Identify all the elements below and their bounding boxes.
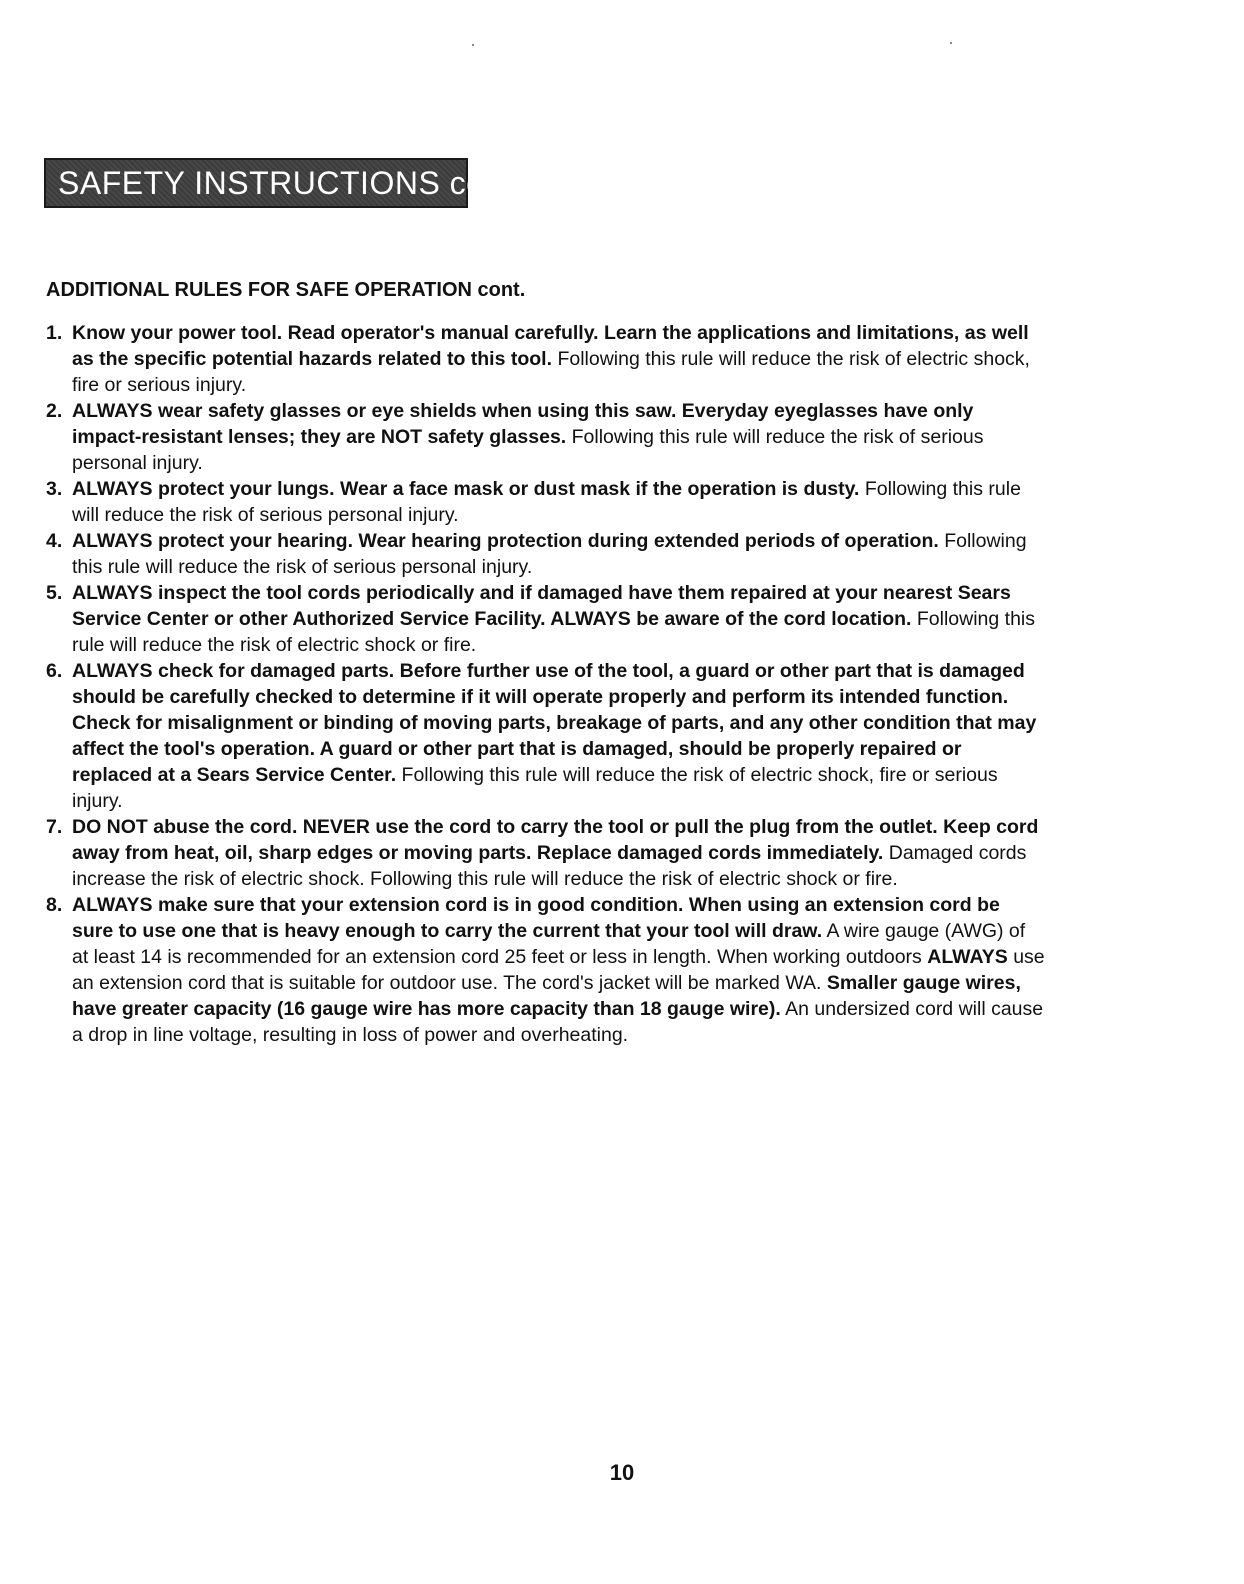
rule-text	[72, 816, 1038, 890]
rule-normal-text: use an extension cord that is suitable for outdoor use. The cord's jacket will be marked WA.	[72, 946, 1045, 994]
rule-text	[72, 400, 983, 474]
rule-item	[46, 398, 1046, 476]
rule-number: 1.	[46, 322, 63, 344]
rule-item	[46, 476, 1046, 528]
rule-number: 3.	[46, 478, 63, 500]
rule-item	[46, 658, 1046, 814]
rule-number: 5.	[46, 582, 63, 604]
rule-normal-text: Following this rule will reduce the risk of electric shock or fire.	[72, 608, 1036, 656]
rule-normal-text: Damaged cords increase the risk of electric shock. Following this rule will reduce the risk of electric shock or fire.	[72, 842, 1027, 890]
section-banner	[44, 158, 522, 208]
scan-speck	[950, 42, 952, 44]
rule-bold-text: Know your power tool. Read operator's manual carefully. Learn the applications and limitations, as well as the specific potential hazards related to this tool.	[72, 322, 1029, 370]
rule-number: 8.	[46, 894, 63, 916]
rule-item	[46, 320, 1046, 398]
rule-number: 6.	[46, 660, 63, 682]
scan-speck	[472, 44, 474, 46]
rule-bold-text: ALWAYS wear safety glasses or eye shields when using this saw. Everyday eyeglasses have only impact-resistant lenses; they are NOT safety glasses.	[72, 400, 974, 448]
rule-text	[72, 478, 1021, 526]
rule-text	[72, 660, 1036, 812]
banner-title: SAFETY INSTRUCTIONS cont.	[58, 165, 522, 201]
rule-bold-text: ALWAYS check for damaged parts. Before further use of the tool, a guard or other part that is damaged should be carefully checked to determine if it will operate properly and perform its intended function. Check for misalignment or binding of moving parts, breakage of parts, and any other condition that may affect the tool's operation. A guard or other part that is damaged, should be properly repaired or replaced at a Sears Service Center.	[72, 660, 1037, 786]
rule-item	[46, 814, 1046, 892]
rule-bold-text: DO NOT abuse the cord. NEVER use the cord to carry the tool or pull the plug from the outlet. Keep cord away from heat, oil, sharp edges or moving parts. Replace damaged cords immediately.	[72, 816, 1039, 864]
rules-list	[46, 320, 1046, 1048]
page-number: 10	[609, 1460, 635, 1485]
rule-item	[46, 528, 1046, 580]
section-heading: ADDITIONAL RULES FOR SAFE OPERATION cont.	[46, 279, 526, 301]
rule-bold-text: Smaller gauge wires, have greater capacity (16 gauge wire has more capacity than 18 gauge wire).	[72, 972, 1021, 1020]
rule-normal-text: Following this rule will reduce the risk of electric shock, fire or serious injury.	[72, 764, 998, 812]
rule-normal-text: Following this rule will reduce the risk of serious personal injury.	[72, 478, 1021, 526]
rule-normal-text: Following this rule will reduce the risk of serious personal injury.	[72, 426, 984, 474]
rule-item	[46, 580, 1046, 658]
rule-number: 4.	[46, 530, 63, 552]
rule-normal-text: Following this rule will reduce the risk of electric shock, fire or serious injury.	[72, 348, 1030, 396]
rule-text	[72, 322, 1030, 396]
rule-bold-text: ALWAYS	[927, 946, 1008, 968]
rule-number: 7.	[46, 816, 63, 838]
rule-bold-text: ALWAYS make sure that your extension cord is in good condition. When using an extension cord be sure to use one that is heavy enough to carry the current that your tool will draw.	[72, 894, 1000, 942]
rule-text	[72, 530, 1027, 578]
rule-text	[72, 894, 1045, 1046]
rule-number: 2.	[46, 400, 63, 422]
rule-normal-text: An undersized cord will cause a drop in line voltage, resulting in loss of power and overheating.	[72, 998, 1044, 1046]
rule-normal-text: Following this rule will reduce the risk of serious personal injury.	[72, 530, 1027, 578]
rule-bold-text: ALWAYS protect your lungs. Wear a face mask or dust mask if the operation is dusty.	[72, 478, 860, 500]
rule-bold-text: ALWAYS inspect the tool cords periodically and if damaged have them repaired at your nearest Sears Service Center or other Authorized Service Facility. ALWAYS be aware of the cord location.	[72, 582, 1011, 630]
rule-normal-text: A wire gauge (AWG) of at least 14 is recommended for an extension cord 25 feet or less in length. When working outdoors	[72, 920, 1026, 968]
rule-bold-text: ALWAYS protect your hearing. Wear hearing protection during extended periods of operation.	[72, 530, 939, 552]
rule-text	[72, 582, 1035, 656]
rule-item	[46, 892, 1046, 1048]
